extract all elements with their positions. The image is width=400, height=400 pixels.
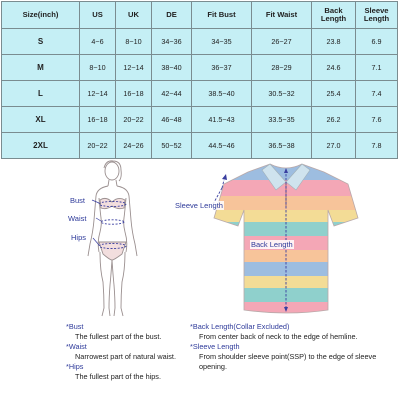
bust-label: Bust bbox=[70, 196, 86, 205]
cell-sleeve-length: 7.8 bbox=[356, 133, 398, 159]
cell-uk: 24~26 bbox=[116, 133, 152, 159]
header-back-length: Back Length bbox=[312, 2, 356, 29]
cell-size: M bbox=[2, 55, 80, 81]
cell-de: 46~48 bbox=[152, 107, 192, 133]
note-title: *Bust bbox=[66, 322, 84, 331]
cell-fit-waist: 28~29 bbox=[252, 55, 312, 81]
cell-fit-bust: 34~35 bbox=[192, 29, 252, 55]
sleeve-arrow-icon bbox=[222, 174, 227, 180]
header-fit-waist: Fit Waist bbox=[252, 2, 312, 29]
cell-uk: 8~10 bbox=[116, 29, 152, 55]
cell-back-length: 27.0 bbox=[312, 133, 356, 159]
back-length-label: Back Length bbox=[251, 240, 293, 249]
cell-fit-waist: 26~27 bbox=[252, 29, 312, 55]
note-title: *Back Length(Collar Excluded) bbox=[190, 322, 290, 331]
table-header-row bbox=[2, 2, 398, 29]
cell-sleeve-length: 6.9 bbox=[356, 29, 398, 55]
cell-uk: 20~22 bbox=[116, 107, 152, 133]
cell-us: 16~18 bbox=[80, 107, 116, 133]
hips-label: Hips bbox=[71, 233, 87, 242]
cell-fit-bust: 41.5~43 bbox=[192, 107, 252, 133]
cell-de: 38~40 bbox=[152, 55, 192, 81]
body-outline-icon bbox=[0, 160, 180, 320]
note-title: *Sleeve Length bbox=[190, 342, 240, 351]
note-desc: From center back of neck to the edge of hemline. bbox=[199, 332, 358, 341]
cell-fit-waist: 36.5~38 bbox=[252, 133, 312, 159]
cell-sleeve-length: 7.1 bbox=[356, 55, 398, 81]
cell-de: 42~44 bbox=[152, 81, 192, 107]
cell-sleeve-length: 7.6 bbox=[356, 107, 398, 133]
note-hips bbox=[66, 362, 186, 382]
cell-size: L bbox=[2, 81, 80, 107]
sleeve-length-label: Sleeve Length bbox=[175, 201, 223, 210]
cell-fit-waist: 30.5~32 bbox=[252, 81, 312, 107]
header-us: US bbox=[80, 2, 116, 29]
cell-us: 12~14 bbox=[80, 81, 116, 107]
header-sleeve-length: Sleeve Length bbox=[356, 2, 398, 29]
note-back-length bbox=[190, 322, 396, 342]
note-desc: The fullest part of the bust. bbox=[75, 332, 162, 341]
cell-sleeve-length: 7.4 bbox=[356, 81, 398, 107]
note-desc: Narrowest part of natural waist. bbox=[75, 352, 176, 361]
cell-back-length: 23.8 bbox=[312, 29, 356, 55]
table-row bbox=[2, 29, 398, 55]
cell-size: XL bbox=[2, 107, 80, 133]
note-desc: The fullest part of the hips. bbox=[75, 372, 161, 381]
cell-back-length: 26.2 bbox=[312, 107, 356, 133]
cell-back-length: 24.6 bbox=[312, 55, 356, 81]
cell-fit-bust: 44.5~46 bbox=[192, 133, 252, 159]
note-title: *Hips bbox=[66, 362, 84, 371]
header-fit-bust: Fit Bust bbox=[192, 2, 252, 29]
body-measurement-figure bbox=[0, 160, 180, 320]
table-row bbox=[2, 81, 398, 107]
cell-fit-waist: 33.5~35 bbox=[252, 107, 312, 133]
waist-label: Waist bbox=[68, 214, 87, 223]
note-sleeve-length bbox=[190, 342, 396, 372]
size-chart-table bbox=[1, 1, 398, 159]
cell-de: 50~52 bbox=[152, 133, 192, 159]
waist-measure-line bbox=[101, 220, 124, 224]
cell-uk: 12~14 bbox=[116, 55, 152, 81]
note-title: *Waist bbox=[66, 342, 87, 351]
cell-fit-bust: 36~37 bbox=[192, 55, 252, 81]
table-row bbox=[2, 133, 398, 159]
table-row bbox=[2, 107, 398, 133]
cell-uk: 16~18 bbox=[116, 81, 152, 107]
polo-shirt-icon bbox=[188, 160, 400, 320]
cell-fit-bust: 38.5~40 bbox=[192, 81, 252, 107]
header-de: DE bbox=[152, 2, 192, 29]
body-notes bbox=[66, 322, 186, 382]
header-size: Size(inch) bbox=[2, 2, 80, 29]
shirt-measurement-figure bbox=[175, 160, 400, 320]
cell-us: 4~6 bbox=[80, 29, 116, 55]
cell-size: S bbox=[2, 29, 80, 55]
cell-size: 2XL bbox=[2, 133, 80, 159]
note-bust bbox=[66, 322, 186, 342]
cell-us: 20~22 bbox=[80, 133, 116, 159]
shirt-notes bbox=[190, 322, 396, 372]
cell-back-length: 25.4 bbox=[312, 81, 356, 107]
note-desc: From shoulder sleeve point(SSP) to the edge of sleeve opening. bbox=[199, 352, 377, 371]
cell-us: 8~10 bbox=[80, 55, 116, 81]
cell-de: 34~36 bbox=[152, 29, 192, 55]
table-row bbox=[2, 55, 398, 81]
note-waist bbox=[66, 342, 186, 362]
header-uk: UK bbox=[116, 2, 152, 29]
